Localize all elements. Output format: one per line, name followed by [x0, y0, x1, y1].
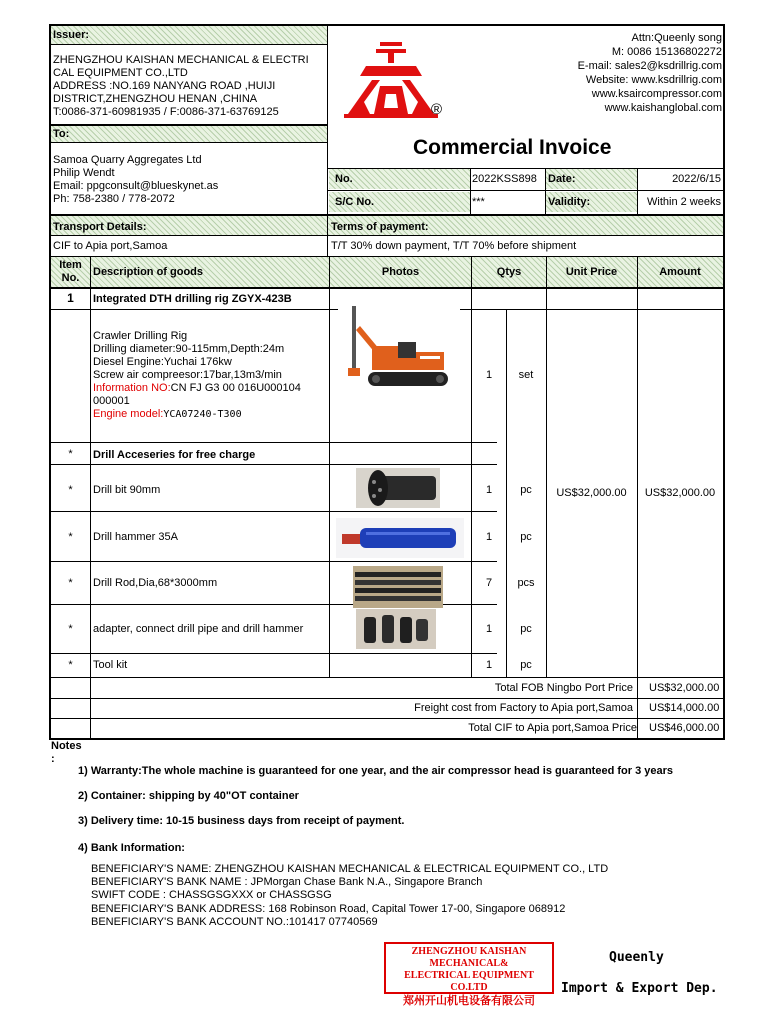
date-value: 2022/6/15: [672, 173, 721, 185]
rig-line-4: Screw air compreesor:17bar,13m3/min: [93, 369, 282, 381]
unit-price-value: US$32,000.00: [556, 487, 627, 499]
item-1-unit: pc: [520, 484, 532, 496]
signature-dept: Import & Export Dep.: [561, 981, 718, 996]
transport-value: CIF to Apia port,Samoa: [53, 240, 168, 252]
issuer-line-3: ADDRESS :NO.169 NANYANG ROAD ,HUIJI: [53, 80, 276, 92]
header-photos: Photos: [381, 266, 420, 278]
header-item-1: Item: [59, 259, 82, 271]
issuer-line-2: CAL EQUIPMENT CO.,LTD: [53, 67, 188, 79]
item-3-marker: *: [68, 577, 73, 589]
rig-qty: 1: [485, 369, 493, 381]
info-label: Information NO:: [93, 382, 171, 394]
item-2-desc: Drill hammer 35A: [93, 531, 178, 543]
date-label: Date:: [548, 173, 576, 185]
drill-rod-photo: [353, 566, 443, 608]
note-bank-title: 4) Bank Information:: [78, 842, 185, 854]
issuer-line-4: DISTRICT,ZHENGZHOU HENAN ,CHINA: [53, 93, 258, 105]
sc-value: ***: [472, 196, 485, 208]
bank-line-5: BENEFICIARY'S BANK ACCOUNT NO.:101417 07740569: [91, 916, 378, 928]
contact-line-6: www.kaishanglobal.com: [604, 102, 722, 114]
payment-value: T/T 30% down payment, T/T 70% before shipment: [331, 240, 577, 252]
to-header: [51, 124, 327, 143]
freight-label: Freight cost from Factory to Apia port,Samoa: [414, 702, 633, 714]
issuer-label: Issuer:: [53, 29, 90, 41]
drilling-rig-photo: [338, 302, 460, 398]
rig-engine: [93, 408, 242, 421]
header-description: Description of goods: [93, 266, 203, 278]
stamp-line-3: 郑州开山机电设备有限公司: [403, 994, 535, 1007]
item-1-desc: Drill bit 90mm: [93, 484, 161, 496]
note-container: 2) Container: shipping by 40"OT container: [78, 790, 299, 802]
contact-line-4: Website: www.ksdrillrig.com: [585, 74, 722, 86]
stamp-line-2: ELECTRICAL EQUIPMENT CO.LTD: [404, 970, 534, 993]
rig-line-3: Diesel Engine:Yuchai 176kw: [93, 356, 232, 368]
item-1-marker: *: [68, 484, 73, 496]
rig-line-1: Crawler Drilling Rig: [93, 330, 188, 342]
item-4-unit: pc: [520, 623, 532, 635]
validity-label: Validity:: [548, 196, 591, 208]
header-amount: Amount: [659, 266, 701, 278]
contact-line-3: E-mail: sales2@ksdrillrig.com: [577, 60, 722, 72]
bank-line-1: BENEFICIARY'S NAME: ZHENGZHOU KAISHAN MECHANICAL & ELECTRICAL EQUIPMENT CO., LTD: [91, 863, 609, 875]
group-number: 1: [67, 291, 74, 305]
company-stamp: [384, 942, 554, 1007]
total-fob-value: US$32,000.00: [649, 682, 720, 694]
to-line-2: Philip Wendt: [53, 167, 115, 179]
header-item-2: No.: [61, 272, 80, 284]
issuer-line-5: T:0086-371-60981935 / F:0086-371-63769125: [53, 106, 279, 118]
stamp-line-1: ZHENGZHOU KAISHAN MECHANICAL&: [411, 946, 527, 969]
header-qtys: Qtys: [496, 266, 522, 278]
registered-mark: ®: [431, 101, 443, 118]
rig-unit: set: [518, 369, 534, 381]
notes-label: Notes: [51, 740, 82, 752]
to-line-3: Email: ppgconsult@blueskynet.as: [53, 180, 219, 192]
item-3-desc: Drill Rod,Dia,68*3000mm: [93, 577, 218, 589]
payment-label: Terms of payment:: [331, 221, 429, 233]
item-2-qty: 1: [485, 531, 493, 543]
item-5-unit: pc: [520, 659, 532, 671]
contact-line-5: www.ksaircompressor.com: [591, 88, 722, 100]
rig-info: [93, 382, 301, 395]
invoice-title: Commercial Invoice: [413, 136, 612, 159]
note-delivery: 3) Delivery time: 10-15 business days from receipt of payment.: [78, 815, 405, 827]
invoice-sheet: [49, 24, 725, 740]
contact-line-1: Attn:Queenly song: [631, 32, 722, 44]
notes-colon: :: [51, 753, 55, 765]
item-3-unit: pcs: [517, 577, 535, 589]
amount-value: US$32,000.00: [644, 487, 716, 499]
contact-line-2: M: 0086 15136802272: [611, 46, 722, 58]
item-4-qty: 1: [485, 623, 493, 635]
accessories-title: Drill Acceseries for free charge: [93, 449, 256, 461]
rig-line-2: Drilling diameter:90-115mm,Depth:24m: [93, 343, 285, 355]
item-3-qty: 7: [485, 577, 493, 589]
total-cif-value: US$46,000.00: [649, 722, 720, 734]
engine-value: YCA07240-T300: [163, 409, 242, 420]
item-1-qty: 1: [485, 484, 493, 496]
no-label: No.: [335, 173, 353, 185]
total-cif-label: Total CIF to Apia port,Samoa Price: [468, 722, 637, 734]
item-5-marker: *: [68, 659, 73, 671]
item-5-desc: Tool kit: [93, 659, 128, 671]
to-line-4: Ph: 758-2380 / 778-2072: [53, 193, 175, 205]
accessories-marker: *: [68, 448, 73, 460]
total-fob-label: Total FOB Ningbo Port Price: [494, 682, 633, 694]
issuer-header: [51, 26, 327, 45]
bank-line-2: BENEFICIARY'S BANK NAME : JPMorgan Chase Bank N.A., Singapore Branch: [91, 876, 483, 888]
validity-value: Within 2 weeks: [647, 196, 721, 208]
info-value: CN FJ G3 00 016U000104: [170, 382, 301, 394]
item-5-qty: 1: [485, 659, 493, 671]
engine-label: Engine model:: [93, 408, 164, 420]
bank-line-3: SWIFT CODE : CHASSGSGXXX or CHASSGSG: [91, 889, 332, 901]
group-title: Integrated DTH drilling rig ZGYX-423B: [93, 293, 292, 305]
item-4-desc: adapter, connect drill pipe and drill hammer: [93, 623, 304, 635]
note-warranty: 1) Warranty:The whole machine is guaranteed for one year, and the air compressor head is guaranteed for 3 years: [78, 765, 673, 777]
sc-label: S/C No.: [335, 196, 375, 208]
drill-hammer-photo: [336, 518, 464, 558]
item-2-unit: pc: [520, 531, 532, 543]
to-label: To:: [53, 128, 70, 140]
transport-label: Transport Details:: [53, 221, 147, 233]
rig-info-line-2: 000001: [93, 395, 130, 407]
no-value: 2022KSS898: [472, 173, 537, 185]
issuer-line-1: ZHENGZHOU KAISHAN MECHANICAL & ELECTRI: [53, 54, 309, 66]
item-4-marker: *: [68, 623, 73, 635]
signature-name: Queenly: [609, 950, 664, 965]
to-line-1: Samoa Quarry Aggregates Ltd: [53, 154, 202, 166]
kaishan-logo: [336, 36, 446, 126]
freight-value: US$14,000.00: [649, 702, 720, 714]
adapter-photo: [356, 609, 436, 649]
drill-bit-photo: [356, 468, 440, 508]
bank-line-4: BENEFICIARY'S BANK ADDRESS: 168 Robinson Road, Capital Tower 17-00, Singapore 068912: [91, 903, 566, 915]
header-unit-price: Unit Price: [565, 266, 618, 278]
item-2-marker: *: [68, 531, 73, 543]
